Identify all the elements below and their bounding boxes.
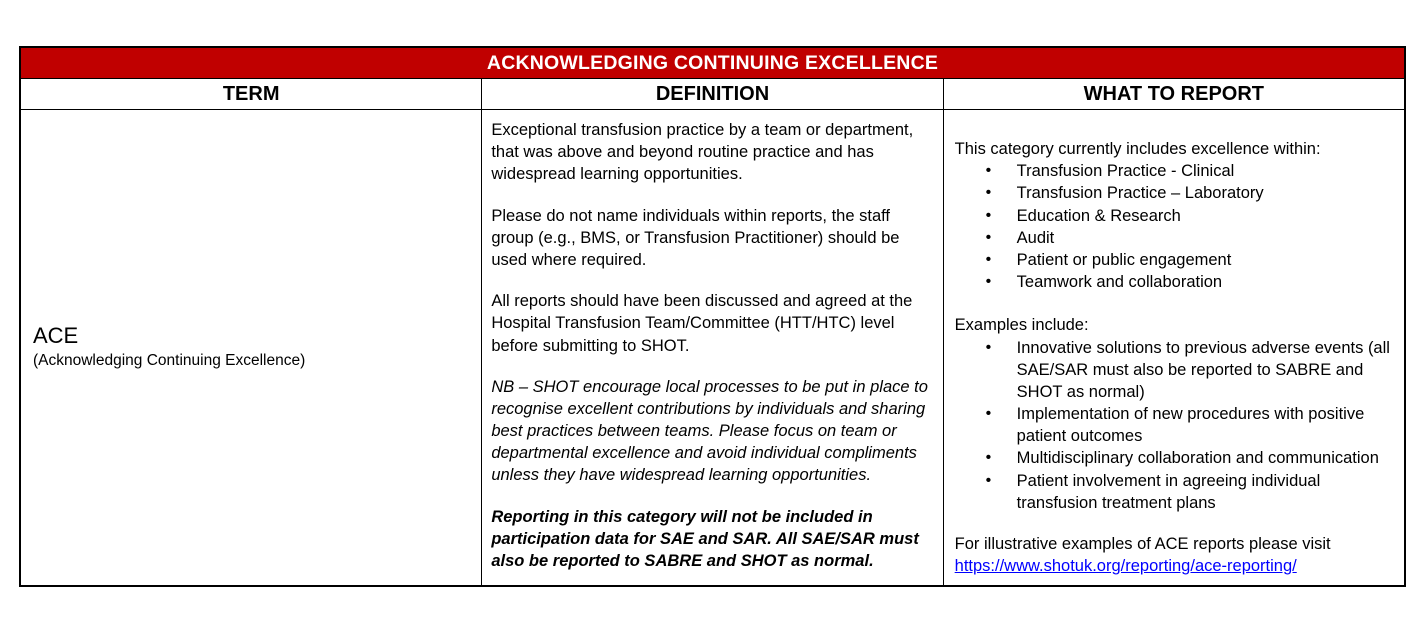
- spacer: [955, 293, 1396, 314]
- list-item-label: Patient or public engagement: [1016, 250, 1232, 269]
- column-header-term: [21, 79, 482, 110]
- column-header-term-label: TERM: [222, 83, 280, 105]
- ace-reporting-link[interactable]: https://www.shotuk.org/reporting/ace-reporting/: [954, 557, 1297, 576]
- bullet-icon: •: [985, 184, 992, 202]
- definition-paragraph-1: Exceptional transfusion practice by a team or department, that was above and beyond routine practice and has widespread learning opportunities.: [491, 121, 914, 184]
- bullet-icon: •: [985, 405, 992, 423]
- table-row: [21, 110, 1405, 586]
- list-item: [955, 205, 1396, 227]
- list-item: [955, 182, 1396, 204]
- bullet-icon: •: [985, 338, 992, 356]
- bullet-icon: •: [985, 471, 992, 489]
- examples-list: [955, 337, 1396, 515]
- definition-paragraph-3: All reports should have been discussed and agreed at the Hospital Transfusion Team/Committee (HTT/HTC) level before submitting to SHOT.: [491, 292, 913, 355]
- column-header-definition-label: DEFINITION: [655, 83, 770, 105]
- list-item-label: Innovative solutions to previous adverse events (all SAE/SAR must also be reported to SABRE and SHOT as normal): [1016, 338, 1390, 401]
- bullet-icon: •: [985, 449, 992, 467]
- term-expansion: (Acknowledging Continuing Excellence): [33, 352, 306, 370]
- list-item: [955, 249, 1396, 271]
- list-item-label: Patient involvement in agreeing individual transfusion treatment plans: [1016, 471, 1321, 512]
- banner-title: ACKNOWLEDGING CONTINUING EXCELLENCE: [486, 51, 939, 74]
- excellence-category-list: [955, 160, 1396, 293]
- list-item: [955, 447, 1396, 469]
- list-item: [955, 470, 1396, 514]
- list-item-label: Audit: [1016, 228, 1055, 247]
- column-header-definition: [482, 79, 943, 110]
- bullet-icon: •: [985, 273, 992, 291]
- bullet-icon: •: [985, 162, 992, 180]
- table: [20, 47, 1405, 586]
- list-item-label: Education & Research: [1016, 206, 1181, 225]
- list-item: [955, 160, 1396, 182]
- footer-text: For illustrative examples of ACE reports please visit: [954, 535, 1331, 553]
- spacer: [955, 514, 1396, 533]
- table-banner: [21, 48, 1405, 79]
- bullet-icon: •: [985, 250, 992, 268]
- bullet-icon: •: [985, 228, 992, 246]
- column-header-what-to-report: [943, 79, 1404, 110]
- definition-paragraph-2: Please do not name individuals within reports, the staff group (e.g., BMS, or Transfusion Practitioner) should be used where required.: [491, 206, 900, 269]
- list-item-label: Transfusion Practice - Clinical: [1016, 162, 1235, 181]
- definition-warning-paragraph: Reporting in this category will not be included in participation data for SAE and SAR. All SAE/SAR must also be reported to SABRE and SHOT as normal.: [491, 507, 919, 570]
- list-item: [955, 227, 1396, 249]
- examples-heading: Examples include:: [954, 316, 1089, 335]
- list-item-label: Transfusion Practice – Laboratory: [1016, 184, 1264, 203]
- column-header-row: [21, 79, 1405, 110]
- bullet-icon: •: [985, 206, 992, 224]
- what-to-report-intro: This category currently includes excellence within:: [954, 140, 1321, 158]
- list-item-label: Implementation of new procedures with positive patient outcomes: [1016, 405, 1365, 446]
- definition-note-paragraph: NB – SHOT encourage local processes to be put in place to recognise excellent contributions by individuals and sharing best practices between teams. Please focus on team or departmental excellence and avoid individual compliments unless they have widespread learning opportunities.: [491, 377, 928, 485]
- column-header-what-to-report-label: WHAT TO REPORT: [1083, 83, 1265, 105]
- banner-row: [21, 48, 1405, 79]
- ace-definition-table: [19, 46, 1406, 587]
- list-item: [955, 337, 1396, 404]
- term-abbreviation: ACE: [33, 322, 79, 348]
- term-cell: [21, 110, 482, 586]
- list-item: [955, 403, 1396, 447]
- what-to-report-cell: [943, 110, 1404, 586]
- definition-cell: [482, 110, 943, 586]
- list-item-label: Multidisciplinary collaboration and communication: [1016, 449, 1379, 468]
- list-item: [955, 271, 1396, 293]
- list-item-label: Teamwork and collaboration: [1016, 273, 1223, 292]
